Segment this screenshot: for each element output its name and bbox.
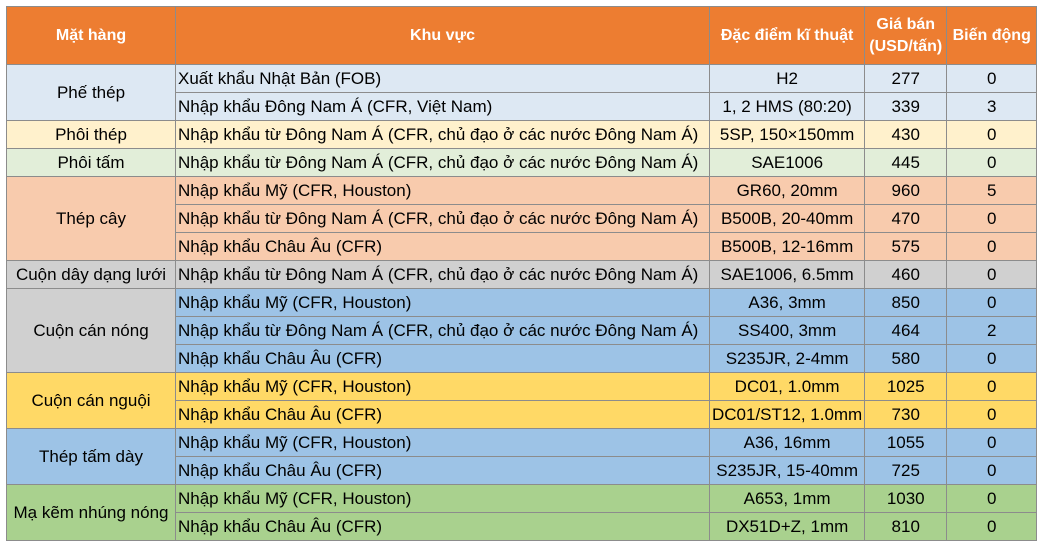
region-cell: Nhập khẩu từ Đông Nam Á (CFR, chủ đạo ở các nước Đông Nam Á)	[176, 121, 710, 149]
change-cell: 0	[947, 485, 1037, 513]
spec-cell: S235JR, 15-40mm	[710, 457, 865, 485]
change-cell: 3	[947, 93, 1037, 121]
spec-cell: 1, 2 HMS (80:20)	[710, 93, 865, 121]
spec-cell: S235JR, 2-4mm	[710, 345, 865, 373]
spec-cell: DC01, 1.0mm	[710, 373, 865, 401]
price-cell: 575	[865, 233, 947, 261]
region-cell: Nhập khẩu Mỹ (CFR, Houston)	[176, 289, 710, 317]
price-cell: 339	[865, 93, 947, 121]
item-cell: Cuộn cán nóng	[7, 289, 176, 373]
spec-cell: SAE1006	[710, 149, 865, 177]
price-cell: 850	[865, 289, 947, 317]
spec-cell: A653, 1mm	[710, 485, 865, 513]
region-cell: Nhập khẩu Châu Âu (CFR)	[176, 401, 710, 429]
price-cell: 1055	[865, 429, 947, 457]
change-cell: 0	[947, 373, 1037, 401]
header-spec: Đặc điểm kĩ thuật	[710, 7, 865, 65]
region-cell: Nhập khẩu Châu Âu (CFR)	[176, 457, 710, 485]
table-row	[7, 429, 1037, 457]
price-cell: 464	[865, 317, 947, 345]
region-cell: Nhập khẩu Mỹ (CFR, Houston)	[176, 429, 710, 457]
change-cell: 0	[947, 401, 1037, 429]
header-region: Khu vực	[176, 7, 710, 65]
region-cell: Nhập khẩu Châu Âu (CFR)	[176, 513, 710, 541]
change-cell: 0	[947, 65, 1037, 93]
spec-cell: B500B, 20-40mm	[710, 205, 865, 233]
item-cell: Phế thép	[7, 65, 176, 121]
table-row	[7, 485, 1037, 513]
table-row	[7, 289, 1037, 317]
region-cell: Nhập khẩu từ Đông Nam Á (CFR, chủ đạo ở các nước Đông Nam Á)	[176, 205, 710, 233]
spec-cell: GR60, 20mm	[710, 177, 865, 205]
price-cell: 1025	[865, 373, 947, 401]
table-row	[7, 65, 1037, 93]
item-cell: Cuộn dây dạng lưới	[7, 261, 176, 289]
spec-cell: 5SP, 150×150mm	[710, 121, 865, 149]
item-cell: Cuộn cán nguội	[7, 373, 176, 429]
price-cell: 810	[865, 513, 947, 541]
region-cell: Nhập khẩu Mỹ (CFR, Houston)	[176, 373, 710, 401]
header-price-line1: Giá bán	[876, 15, 936, 33]
region-cell: Nhập khẩu Mỹ (CFR, Houston)	[176, 177, 710, 205]
spec-cell: DC01/ST12, 1.0mm	[710, 401, 865, 429]
change-cell: 0	[947, 121, 1037, 149]
table-row	[7, 121, 1037, 149]
region-cell: Nhập khẩu Mỹ (CFR, Houston)	[176, 485, 710, 513]
change-cell: 0	[947, 429, 1037, 457]
region-cell: Nhập khẩu từ Đông Nam Á (CFR, chủ đạo ở các nước Đông Nam Á)	[176, 317, 710, 345]
spec-cell: A36, 3mm	[710, 289, 865, 317]
change-cell: 0	[947, 345, 1037, 373]
price-cell: 460	[865, 261, 947, 289]
change-cell: 0	[947, 457, 1037, 485]
item-cell: Thép tấm dày	[7, 429, 176, 485]
steel-price-table	[6, 6, 1037, 541]
region-cell: Nhập khẩu từ Đông Nam Á (CFR, chủ đạo ở các nước Đông Nam Á)	[176, 149, 710, 177]
change-cell: 0	[947, 233, 1037, 261]
price-table-container	[6, 6, 1037, 541]
header-row	[7, 7, 1037, 65]
price-cell: 960	[865, 177, 947, 205]
price-cell: 730	[865, 401, 947, 429]
change-cell: 0	[947, 205, 1037, 233]
change-cell: 0	[947, 149, 1037, 177]
change-cell: 5	[947, 177, 1037, 205]
price-cell: 580	[865, 345, 947, 373]
table-row	[7, 177, 1037, 205]
header-price-line2: (USD/tấn)	[869, 37, 943, 55]
change-cell: 0	[947, 289, 1037, 317]
region-cell: Nhập khẩu Đông Nam Á (CFR, Việt Nam)	[176, 93, 710, 121]
spec-cell: SS400, 3mm	[710, 317, 865, 345]
price-cell: 445	[865, 149, 947, 177]
price-cell: 277	[865, 65, 947, 93]
header-item: Mặt hàng	[7, 7, 176, 65]
spec-cell: B500B, 12-16mm	[710, 233, 865, 261]
spec-cell: DX51D+Z, 1mm	[710, 513, 865, 541]
price-cell: 1030	[865, 485, 947, 513]
table-row	[7, 261, 1037, 289]
region-cell: Nhập khẩu Châu Âu (CFR)	[176, 345, 710, 373]
item-cell: Phôi tấm	[7, 149, 176, 177]
item-cell: Phôi thép	[7, 121, 176, 149]
spec-cell: A36, 16mm	[710, 429, 865, 457]
price-cell: 430	[865, 121, 947, 149]
region-cell: Nhập khẩu từ Đông Nam Á (CFR, chủ đạo ở các nước Đông Nam Á)	[176, 261, 710, 289]
region-cell: Nhập khẩu Châu Âu (CFR)	[176, 233, 710, 261]
change-cell: 0	[947, 513, 1037, 541]
spec-cell: SAE1006, 6.5mm	[710, 261, 865, 289]
header-change: Biến động	[947, 7, 1037, 65]
item-cell: Thép cây	[7, 177, 176, 261]
header-price	[865, 7, 947, 65]
table-row	[7, 373, 1037, 401]
change-cell: 0	[947, 261, 1037, 289]
spec-cell: H2	[710, 65, 865, 93]
item-cell: Mạ kẽm nhúng nóng	[7, 485, 176, 541]
region-cell: Xuất khẩu Nhật Bản (FOB)	[176, 65, 710, 93]
price-cell: 725	[865, 457, 947, 485]
change-cell: 2	[947, 317, 1037, 345]
table-row	[7, 149, 1037, 177]
price-cell: 470	[865, 205, 947, 233]
